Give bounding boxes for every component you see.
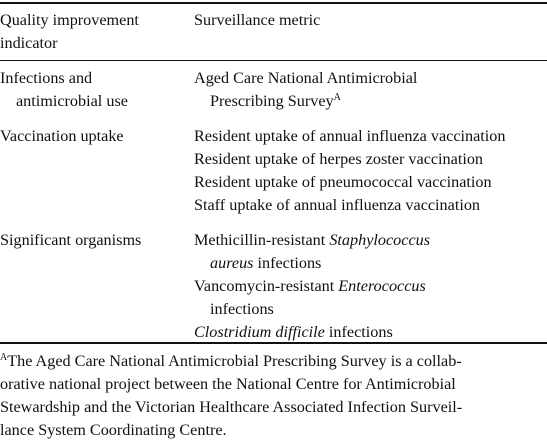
row2-indicator: Vaccination uptake [0,127,124,145]
row3-indicator: Significant organisms [0,231,142,249]
row1-metric-line1: Aged Care National Antimicrobial [194,69,418,87]
row1-indicator-line1: Infections and [0,69,93,87]
header-metric: Surveillance metric [194,11,321,29]
header-bottom-rule [0,60,547,61]
row1-metric-line2: Prescribing Survey$^A$ [210,92,341,110]
row3-metric-3: Clostridium difficile infections [194,323,393,341]
row2-metric-1: Resident uptake of annual influenza vaccination [194,127,506,145]
footnote-marker: A [333,92,341,103]
footnote-label: A [0,352,8,363]
row3-metric-1-line1: Methicillin-resistant Staphylococcus [194,231,431,249]
footnote-line-2: orative national project between the National Centre for Antimicrobial [0,375,456,393]
footnote [0,350,545,442]
row2-metric-4: Staff uptake of annual influenza vaccination [194,196,481,214]
footnote-line-4: lance System Coordinating Centre. [0,421,227,439]
table-top-rule [0,2,547,4]
row1-indicator-line2: antimicrobial use [16,92,128,110]
row2-metric-3: Resident uptake of pneumococcal vaccination [194,173,492,191]
footnote-line-3: Stewardship and the Victorian Healthcare Associated Infection Surveil- [0,398,463,416]
row3-metric-2-line2: infections [210,300,274,318]
row3-metric-1-line2: aureus infections [210,254,322,272]
row2-metric-2: Resident uptake of herpes zoster vaccination [194,150,484,168]
row3-metric-2-line1: Vancomycin-resistant Enterococcus [194,277,426,295]
header-indicator-line1: Quality improvement [0,11,139,29]
footnote-line-1: $^A$The Aged Care National Antimicrobial Prescribing Survey is a collab- [0,352,462,370]
header-indicator-line2: indicator [0,34,58,52]
